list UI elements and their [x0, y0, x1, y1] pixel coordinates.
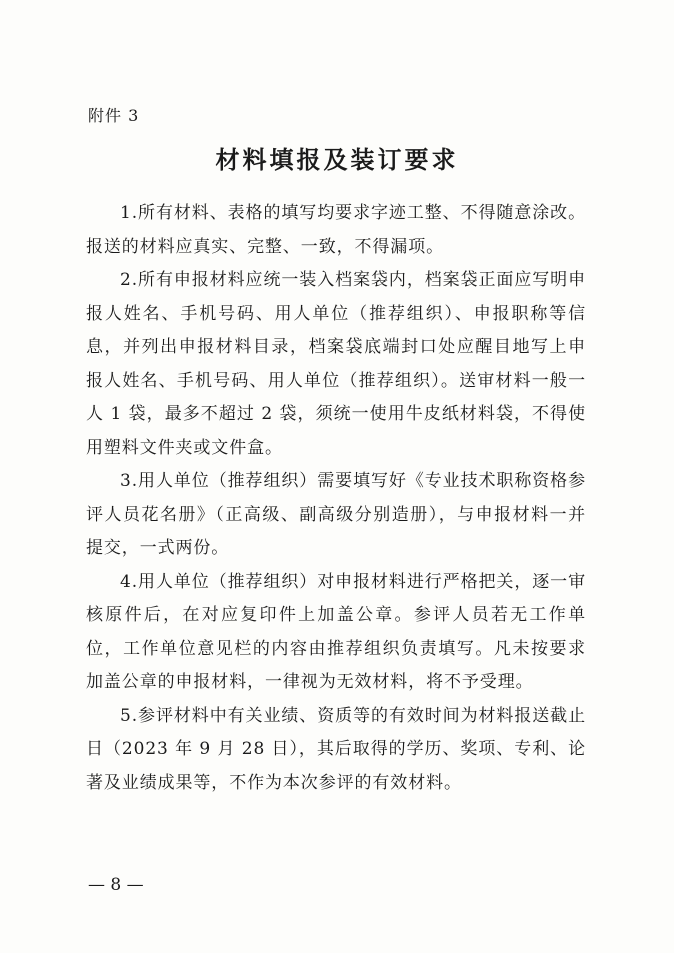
page-number: — 8 — — [88, 875, 144, 895]
paragraph-5: 5.参评材料中有关业绩、资质等的有效时间为材料报送截止日（2023 年 9 月 28 日），其后取得的学历、奖项、专利、论著及业绩成果等，不作为本次参评的有效材料。 — [86, 705, 586, 793]
paragraph-4: 4.用人单位（推荐组织）对申报材料进行严格把关，逐一审核原件后，在对应复印件上加盖公章。参评人员若无工作单位，工作单位意见栏的内容由推荐组织负责填写。凡未按要求加盖公章的申报材料，一律视为无效材料，将不予受理。 — [86, 571, 586, 692]
paragraph-3: 3.用人单位（推荐组织）需要填写好《专业技术职称资格参评人员花名册》（正高级、副高级分别造册），与申报材料一并提交，一式两份。 — [86, 471, 586, 558]
document-body — [86, 197, 586, 800]
attachment-label: 附件 3 — [88, 106, 140, 125]
paragraph-2: 2.所有申报材料应统一装入档案袋内，档案袋正面应写明申报人姓名、手机号码、用人单位（推荐组织）、申报职称等信息，并列出申报材料目录，档案袋底端封口处应醒目地写上申报人姓名、手机号码、用人单位（推荐组织）。送审材料一般一人 1 袋，最多不超过 2 袋，须统一使用牛皮纸材料袋，不得使用塑料文件夹或文件盒。 — [86, 270, 586, 458]
paragraph-1: 1.所有材料、表格的填写均要求字迹工整、不得随意涂改。报送的材料应真实、完整、一致，不得漏项。 — [86, 203, 586, 257]
page-title: 材料填报及装订要求 — [215, 145, 459, 174]
